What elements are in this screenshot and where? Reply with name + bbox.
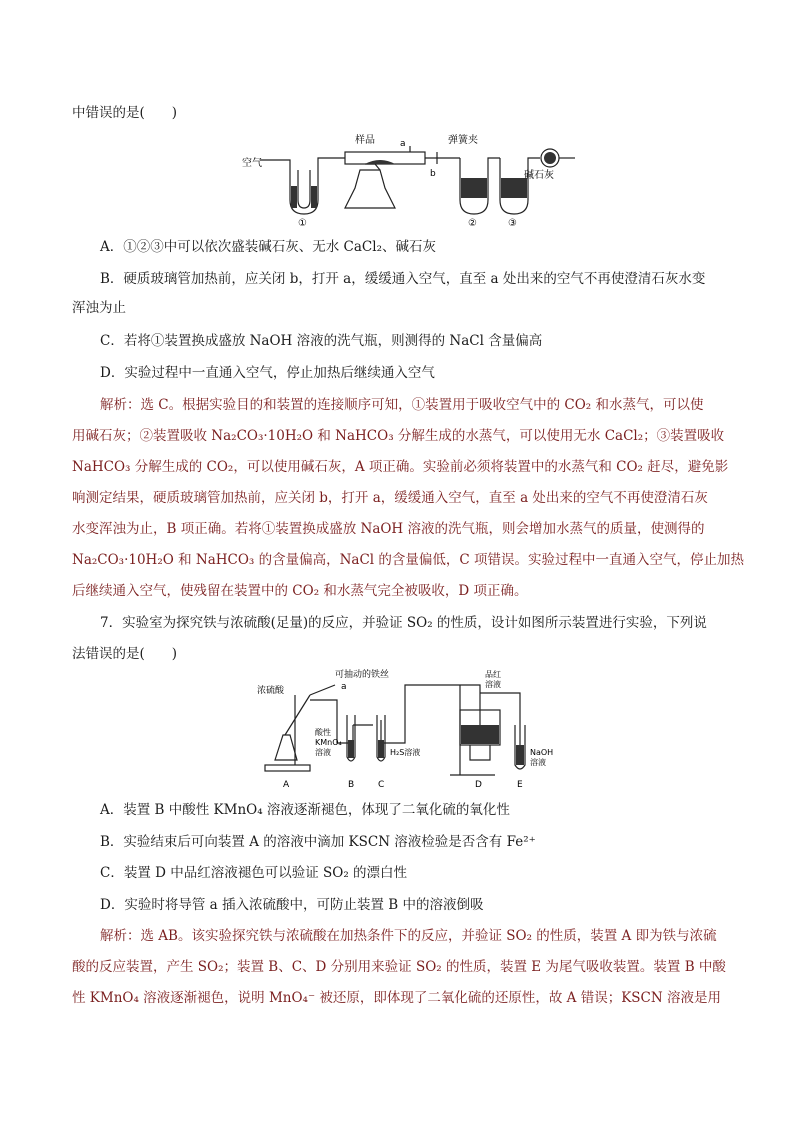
label-naoh: 溶液 [530,758,546,767]
option-b: B．硬质玻璃管加热前，应关闭 b，打开 a，缓缓通入空气，直至 a 处出来的空气不再使澄清石灰水变 [100,271,706,287]
analysis-line: NaHCO₃ 分解生成的 CO₂，可以使用碱石灰，A 项正确。实验前必须将装置中的水蒸气和 CO₂ 赶尽，避免影 [72,459,729,475]
analysis-line: 后继续通入空气，使残留在装置中的 CO₂ 和水蒸气完全被吸收，D 项正确。 [72,583,528,599]
question-7-cont: 法错误的是( ) [72,646,178,662]
option-d: D．实验时将导管 a 插入浓硫酸中，可防止装置 B 中的溶液倒吸 [100,897,484,913]
question-tail: 中错误的是( ) [72,105,178,121]
label-E: E [517,780,523,790]
label-2: ② [468,218,477,228]
option-c: C．装置 D 中品红溶液褪色可以验证 SO₂ 的漂白性 [100,865,408,881]
label-B: B [348,780,355,790]
label-3: ③ [508,218,517,228]
option-d: D．实验过程中一直通入空气，停止加热后继续通入空气 [100,365,435,381]
label-acid: 浓硫酸 [257,686,285,696]
label-kmno4: 酸性 [315,728,331,737]
analysis-line: 解析：选 C。根据实验目的和装置的连接顺序可知，①装置用于吸收空气中的 CO₂ 和水蒸气，可以使 [100,397,704,413]
label-b: b [430,169,436,179]
label-sample: 样品 [355,135,375,146]
analysis-line: Na₂CO₃·10H₂O 和 NaHCO₃ 的含量偏高，NaCl 的含量偏低，C 项错误。实验过程中一直通入空气，停止加热 [72,552,745,568]
label-wire: 可抽动的铁丝 [335,670,390,680]
apparatus-figure-2 [255,665,565,795]
label-kmno4: KMnO₄ [315,738,342,747]
analysis-line: 用碱石灰；②装置吸收 Na₂CO₃·10H₂O 和 NaHCO₃ 分解生成的水蒸气，可以使用无水 CaCl₂；③装置吸收 [72,428,725,444]
analysis-line: 水变浑浊为止，B 项正确。若将①装置换成盛放 NaOH 溶液的洗气瓶，则会增加水蒸气的质量，使测得的 [72,521,705,537]
label-D: D [475,780,482,790]
option-b-cont: 浑浊为止 [72,300,126,316]
label-a: a [341,682,347,692]
analysis-line: 解析：选 AB。该实验探究铁与浓硫酸在加热条件下的反应，并验证 SO₂ 的性质，装置 A 即为铁与浓硫 [100,928,717,944]
label-pinhong: 溶液 [485,680,501,689]
label-pinhong: 品红 [485,670,501,679]
option-a: A．装置 B 中酸性 KMnO₄ 溶液逐渐褪色，体现了二氧化硫的氧化性 [100,802,510,818]
option-c: C．若将①装置换成盛放 NaOH 溶液的洗气瓶，则测得的 NaCl 含量偏高 [100,333,543,349]
analysis-line: 性 KMnO₄ 溶液逐渐褪色，说明 MnO₄⁻ 被还原，即体现了二氧化硫的还原性，故 A 错误；KSCN 溶液是用 [72,990,721,1006]
option-a: A．①②③中可以依次盛装碱石灰、无水 CaCl₂、碱石灰 [100,239,436,255]
label-h2s: H₂S溶液 [390,748,421,757]
label-A: A [283,780,290,790]
apparatus-figure-1 [240,128,580,228]
label-kmno4: 溶液 [315,748,331,757]
analysis-line: 酸的反应装置，产生 SO₂；装置 B、C、D 分别用来验证 SO₂ 的性质，装置 E 为尾气吸收装置。装置 B 中酸 [72,959,726,975]
analysis-line: 响测定结果，硬质玻璃管加热前，应关闭 b，打开 a，缓缓通入空气，直至 a 处出来的空气不再使澄清石灰 [72,490,708,506]
label-air: 空气 [242,158,262,169]
label-a: a [400,139,406,149]
label-naoh: NaOH [530,748,554,757]
option-b: B．实验结束后可向装置 A 的溶液中滴加 KSCN 溶液检验是否含有 Fe²⁺ [100,834,536,850]
label-lime: 碱石灰 [524,170,554,181]
label-C: C [378,780,385,790]
label-clip: 弹簧夹 [448,135,478,146]
question-7: 7．实验室为探究铁与浓硫酸(足量)的反应，并验证 SO₂ 的性质，设计如图所示装置进行实验，下列说 [100,615,707,631]
label-1: ① [298,218,307,228]
